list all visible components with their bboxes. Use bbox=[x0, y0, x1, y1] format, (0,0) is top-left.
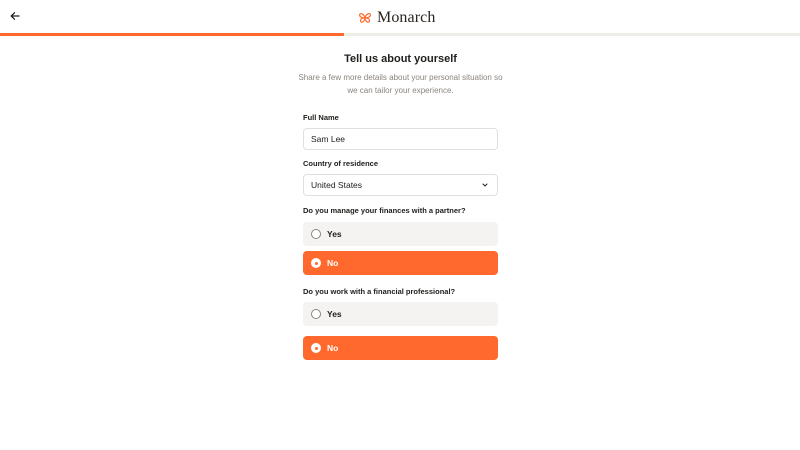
country-label: Country of residence bbox=[303, 159, 379, 168]
top-bar bbox=[0, 0, 800, 34]
radio-button[interactable] bbox=[311, 309, 321, 319]
back-button[interactable] bbox=[6, 7, 24, 25]
partner-yes-label: Yes bbox=[327, 229, 342, 239]
professional-yes-option[interactable] bbox=[303, 302, 498, 326]
full-name-label: Full Name bbox=[303, 113, 339, 122]
partner-no-option[interactable] bbox=[303, 251, 498, 275]
radio-button[interactable] bbox=[311, 258, 321, 268]
radio-button[interactable] bbox=[311, 229, 321, 239]
progress-bar bbox=[0, 33, 800, 36]
chevron-down-icon bbox=[481, 181, 489, 189]
partner-yes-option[interactable] bbox=[303, 222, 498, 246]
country-select[interactable] bbox=[303, 174, 498, 196]
arrow-left-icon bbox=[9, 10, 21, 22]
country-select-value: United States bbox=[311, 180, 363, 190]
partner-question-label: Do you manage your finances with a partner? bbox=[303, 206, 466, 215]
partner-no-label: No bbox=[327, 258, 339, 268]
professional-no-option[interactable] bbox=[303, 336, 498, 360]
progress-fill bbox=[0, 33, 344, 36]
professional-no-label: No bbox=[327, 343, 339, 353]
brand-logo bbox=[358, 8, 435, 28]
page-title: Tell us about yourself bbox=[344, 53, 457, 65]
radio-button[interactable] bbox=[311, 343, 321, 353]
brand-name: Monarch bbox=[377, 9, 436, 26]
onboarding-form bbox=[298, 52, 503, 353]
butterfly-logo-icon bbox=[358, 11, 372, 25]
professional-question-label: Do you work with a financial professional? bbox=[303, 287, 456, 296]
page-subtitle: Share a few more details about your personal situation so we can tailor your experience. bbox=[298, 73, 503, 95]
full-name-input[interactable] bbox=[303, 128, 498, 150]
professional-yes-label: Yes bbox=[327, 309, 342, 319]
